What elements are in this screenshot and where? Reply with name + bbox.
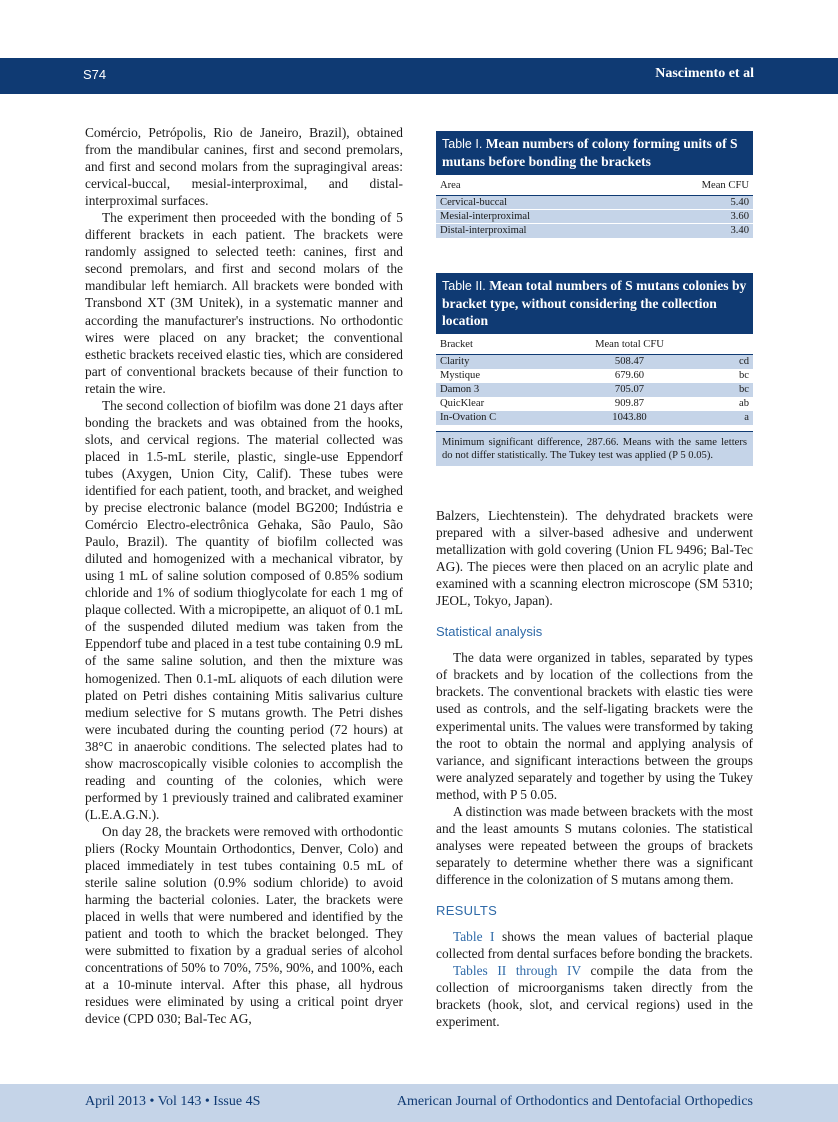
table-row — [436, 355, 753, 369]
table-header-area: Area — [436, 175, 639, 196]
paragraph-text: shows the mean values of bacterial plaque collected from dental surfaces before bonding the brackets. — [436, 929, 754, 962]
table-header-bracket: Bracket — [436, 334, 546, 355]
section-heading-statistical-analysis: Statistical analysis — [436, 624, 543, 640]
table-cell: a — [713, 411, 753, 425]
right-column — [436, 507, 753, 1030]
table-cell: Clarity — [436, 355, 546, 369]
paragraph-text: compile the data from the collection of microorganisms taken directly from the brackets (hook, slot, and cervical regions) used in the experiment. — [436, 963, 753, 1030]
table-cell: Distal-interproximal — [436, 224, 639, 238]
paragraph: The data were organized in tables, separated by types of brackets and by location of the collections from the brackets. The conventional brackets with elastic ties were used as controls, and the self-ligating brackets were the experimental units. The values were transformed by taking the root to obtain the normal and applying analysis of variance, and significant interactions between the groups were analyzed separately and together by using the Tukey method, with P 5 0.05. — [436, 650, 753, 802]
table-cell: 508.47 — [546, 355, 713, 369]
table-cell: Mystique — [436, 369, 546, 383]
table-2-number: Table II. — [442, 279, 486, 293]
table-cell: Mesial-interproximal — [436, 210, 639, 224]
paragraph: The experiment then proceeded with the bonding of 5 different brackets in each patient. The brackets were randomly assigned to selected teeth: canines, first and second premolars, and first and second molars of the mandibular left hemiarch. All brackets were bonded with Transbond XT (3M Unitek), in a systematic manner and according the manufacturer's instructions. No orthodontic wires were placed on any bracket; the conventional esthetic brackets received elastic ties, which are considered part of conventional brackets because of their function to retain the wire. — [85, 210, 403, 396]
table-2-title: Mean total numbers of S mutans colonies by bracket type, without considering the collection location — [442, 278, 747, 328]
page-footer — [0, 1084, 838, 1122]
table-row — [436, 411, 753, 425]
table-cell: In-Ovation C — [436, 411, 546, 425]
table-row — [436, 383, 753, 397]
table-cell: 679.60 — [546, 369, 713, 383]
table-cell: cd — [713, 355, 753, 369]
table-row — [436, 196, 753, 210]
table-2-grid — [436, 334, 753, 425]
section-heading-results: RESULTS — [436, 902, 498, 918]
page-number: S74 — [83, 67, 107, 82]
paragraph — [436, 928, 753, 962]
table-cell: 909.87 — [546, 397, 713, 411]
table-cell: Damon 3 — [436, 383, 546, 397]
table-row — [436, 210, 753, 224]
table-2 — [436, 273, 753, 466]
table-cell: 5.40 — [639, 196, 753, 210]
table-row — [436, 397, 753, 411]
table-1 — [436, 131, 753, 238]
left-column — [85, 124, 403, 1027]
paragraph: The second collection of biofilm was done 21 days after bonding the brackets and was obtained from the hooks, slots, and cervical regions. The material collected was placed in 1.5-mL sterile, plastic, single-use Eppendorf tubes (Axygen, Union City, Calif). These tubes were identified for each patient, tooth, and bracket, and weighed by precise electronic balance (model BG200; Indústria e Comércio Electro-electrônica Gehaka, São Paulo, São Paulo, Brazil). The quantity of biofilm collected was diluted and homogenized with a mechanical vibrator, by using 1 mL of saline solution composed of 0.85% sodium chloride and 1% of sodium thioglycolate for each 1 mg of plaque collected. With a micropipette, an aliquot of 0.1 mL of the suspended diluted medium was taken from the Eppendorf tube and placed in a test tube containing 0.9 mL of the same saline solution, and then the mixture was homogenized. Then 0.1-mL aliquots of each dilution were plated on Petri dishes containing Mitis salivarius culture medium selective for S mutans growth. The Petri dishes were incubated during the counting period (72 hours) at 38°C in anaerobic conditions. The selected plates had to show macroscopically visible colonies to accomplish the reading and counting of the colonies, which were performed by 1 previously trained and calibrated examiner (L.E.A.G.N.). — [85, 397, 403, 822]
table-cell: ab — [713, 397, 753, 411]
table-header-mean: Mean CFU — [639, 175, 753, 196]
table-cell: Cervical-buccal — [436, 196, 639, 210]
table-cell: 1043.80 — [546, 411, 713, 425]
table-cell: 3.40 — [639, 224, 753, 238]
table-cell: QuicKlear — [436, 397, 546, 411]
table-1-number: Table I. — [442, 137, 483, 151]
table-cell: bc — [713, 369, 753, 383]
table-1-grid — [436, 175, 753, 238]
tables-2-4-link[interactable]: Tables II through IV — [453, 963, 581, 979]
table-header-mean-total: Mean total CFU — [546, 334, 713, 355]
paragraph: Comércio, Petrópolis, Rio de Janeiro, Brazil), obtained from the mandibular canines, first and second premolars, and first and second molars from the supragingival areas: cervical-buccal, mesial-interproximal, and distal-interproximal surfaces. — [85, 125, 403, 209]
table-2-caption — [436, 273, 753, 334]
table-row — [436, 224, 753, 238]
table-1-link[interactable]: Table I — [453, 929, 495, 945]
journal-name: American Journal of Orthodontics and Dentofacial Orthopedics — [396, 1094, 753, 1109]
table-row — [436, 369, 753, 383]
page-header — [0, 58, 838, 94]
table-cell: 705.07 — [546, 383, 713, 397]
table-1-caption — [436, 131, 753, 175]
table-cell: 3.60 — [639, 210, 753, 224]
running-author: Nascimento et al — [655, 66, 754, 81]
table-1-title: Mean numbers of colony forming units of S mutans before bonding the brackets — [442, 136, 738, 169]
paragraph — [436, 962, 753, 1030]
paragraph: Balzers, Liechtenstein). The dehydrated brackets were prepared with a silver-based adhesive and underwent metallization with gold covering (Union FL 9496; Bal-Tec AG). The pieces were then placed on an acrylic plate and examined with a scanning electron microscope (SM 5310; JEOL, Tokyo, Japan). — [436, 508, 753, 609]
paragraph: A distinction was made between brackets with the most and the least amounts S mutans colonies. The statistical analyses were repeated between the groups of brackets separately to determine whether there was a significant difference in the colonization of S mutans among them. — [436, 803, 753, 887]
table-2-footnote: Minimum significant difference, 287.66. Means with the same letters do not differ statistically. The Tukey test was applied (P 5 0.05). — [436, 431, 753, 466]
paragraph: On day 28, the brackets were removed with orthodontic pliers (Rocky Mountain Orthodontics, Denver, Colo) and placed immediately in test tubes containing 0.5 mL of sterile saline solution (0.9% sodium chloride) to avoid harming the bacterial colonies. Later, the brackets were placed in wells that were numbered and identified by the patient and tooth to which the bracket belonged. They were submitted to fixation by a gradual series of alcohol concentrations of 50% to 70%, 75%, 90%, and 100%, each at a 10-minute interval. After this phase, all hydrous residues were eliminated by using a critical point dryer device (CPD 030; Bal-Tec AG, — [85, 823, 403, 1027]
issue-info: April 2013 • Vol 143 • Issue 4S — [85, 1094, 261, 1109]
table-cell: bc — [713, 383, 753, 397]
